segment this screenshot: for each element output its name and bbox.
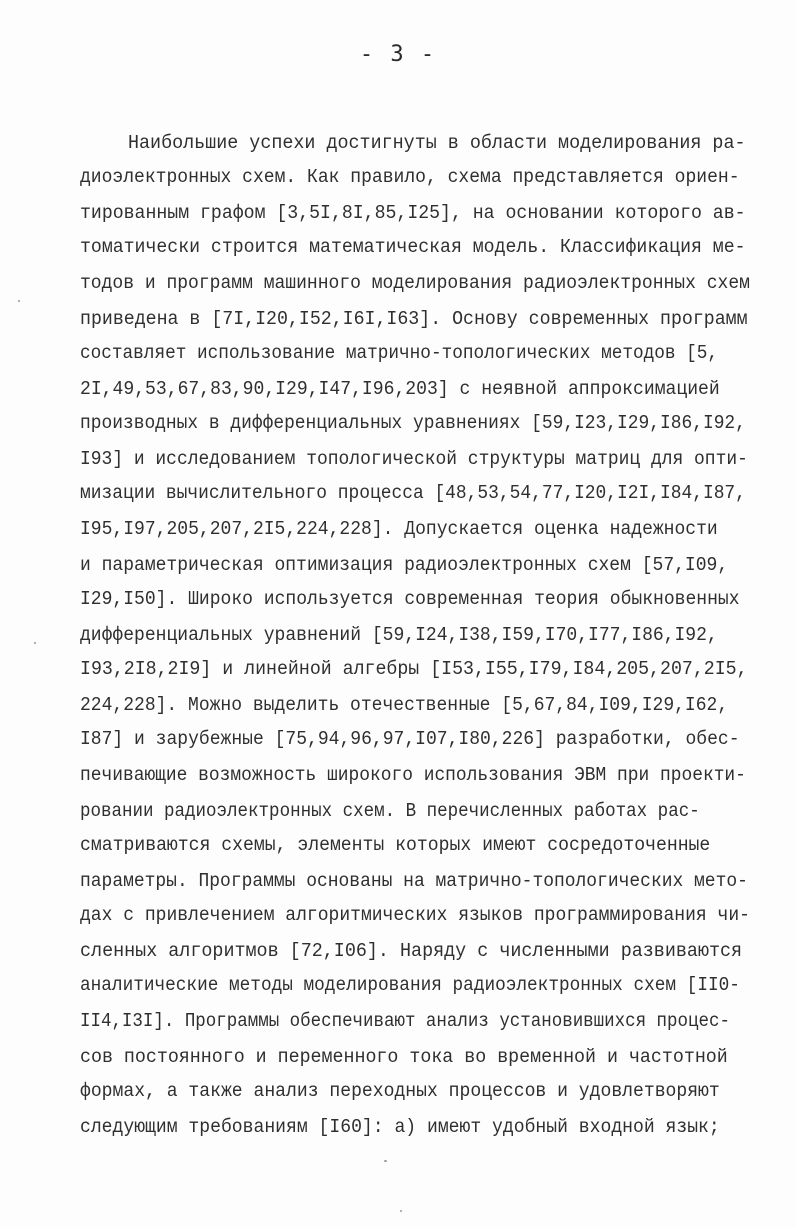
text-line-29: следующим требованиям [I60]: а) имеют удобный входной язык; <box>80 1116 720 1138</box>
text-line-21: сматриваются схемы, элементы которых имеют сосредоточенные <box>80 834 711 856</box>
text-line-6: приведена в [7I,I20,I52,I6I,I63]. Основу современных программ <box>80 308 748 330</box>
text-line-19: печивающие возможность широкого использования ЭВМ при проекти- <box>80 764 746 786</box>
text-line-24: сленных алгоритмов [72,I06]. Наряду с численными развиваются <box>80 940 743 962</box>
text-line-2: диоэлектронных схем. Как правило, схема представляется ориен- <box>80 166 740 188</box>
text-line-17: 224,228]. Можно выделить отечественные [5,67,84,I09,I29,I62, <box>80 694 729 716</box>
text-line-3: тированным графом [3,5I,8I,85,I25], на основании которого ав- <box>80 202 746 224</box>
text-line-14: I29,I50]. Широко используется современная теория обыкновенных <box>80 588 740 610</box>
text-line-4: томатически строится математическая модель. Классификация ме- <box>80 236 746 258</box>
text-line-26: II4,I3I]. Программы обеспечивают анализ установившихся процес- <box>80 1010 730 1032</box>
text-line-7: составляет использование матрично-топологических методов [5, <box>80 342 719 364</box>
text-line-1: Наибольшие успехи достигнуты в области моделирования ра- <box>128 132 746 154</box>
text-line-27: сов постоянного и переменного тока во временной и частотной <box>80 1046 728 1068</box>
text-line-23: дах с привлечением алгоритмических языков программирования чи- <box>80 904 750 926</box>
text-line-9: производных в дифференциальных уравнениях [59,I23,I29,I86,I92, <box>80 412 746 434</box>
text-line-15: дифференциальных уравнений [59,I24,I38,I59,I70,I77,I86,I92, <box>80 624 718 646</box>
text-line-13: и параметрическая оптимизация радиоэлектронных схем [57,I09, <box>80 554 729 576</box>
text-line-28: формах, а также анализ переходных процессов и удовлетворяют <box>80 1080 720 1102</box>
text-line-16: I93,2I8,2I9] и линейной алгебры [I53,I55,I79,I84,205,207,2I5, <box>80 658 748 680</box>
text-line-10: I93] и исследованием топологической структуры матриц для опти- <box>80 448 748 470</box>
text-line-18: I87] и зарубежные [75,94,96,97,I07,I80,226] разработки, обес- <box>80 728 740 750</box>
text-line-12: I95,I97,205,207,2I5,224,228]. Допускается оценка надежности <box>80 518 718 540</box>
scan-speck <box>18 300 20 302</box>
text-line-20: ровании радиоэлектронных схем. В перечисленных работах рас- <box>80 800 700 822</box>
text-line-25: аналитические методы моделирования радиоэлектронных схем [II0- <box>80 974 740 996</box>
text-line-5: тодов и программ машинного моделирования радиоэлектронных схем <box>80 272 750 294</box>
scan-speck <box>400 1210 402 1212</box>
text-line-11: мизации вычислительного процесса [48,53,54,77,I20,I2I,I84,I87, <box>80 482 746 504</box>
text-line-22: параметры. Программы основаны на матрично-топологических мето- <box>80 870 748 892</box>
page-number: - 3 - <box>359 42 437 67</box>
scan-speck <box>384 1160 387 1162</box>
scan-speck <box>34 642 36 644</box>
text-line-8: 2I,49,53,67,83,90,I29,I47,I96,203] с неявной аппроксимацией <box>80 378 720 400</box>
